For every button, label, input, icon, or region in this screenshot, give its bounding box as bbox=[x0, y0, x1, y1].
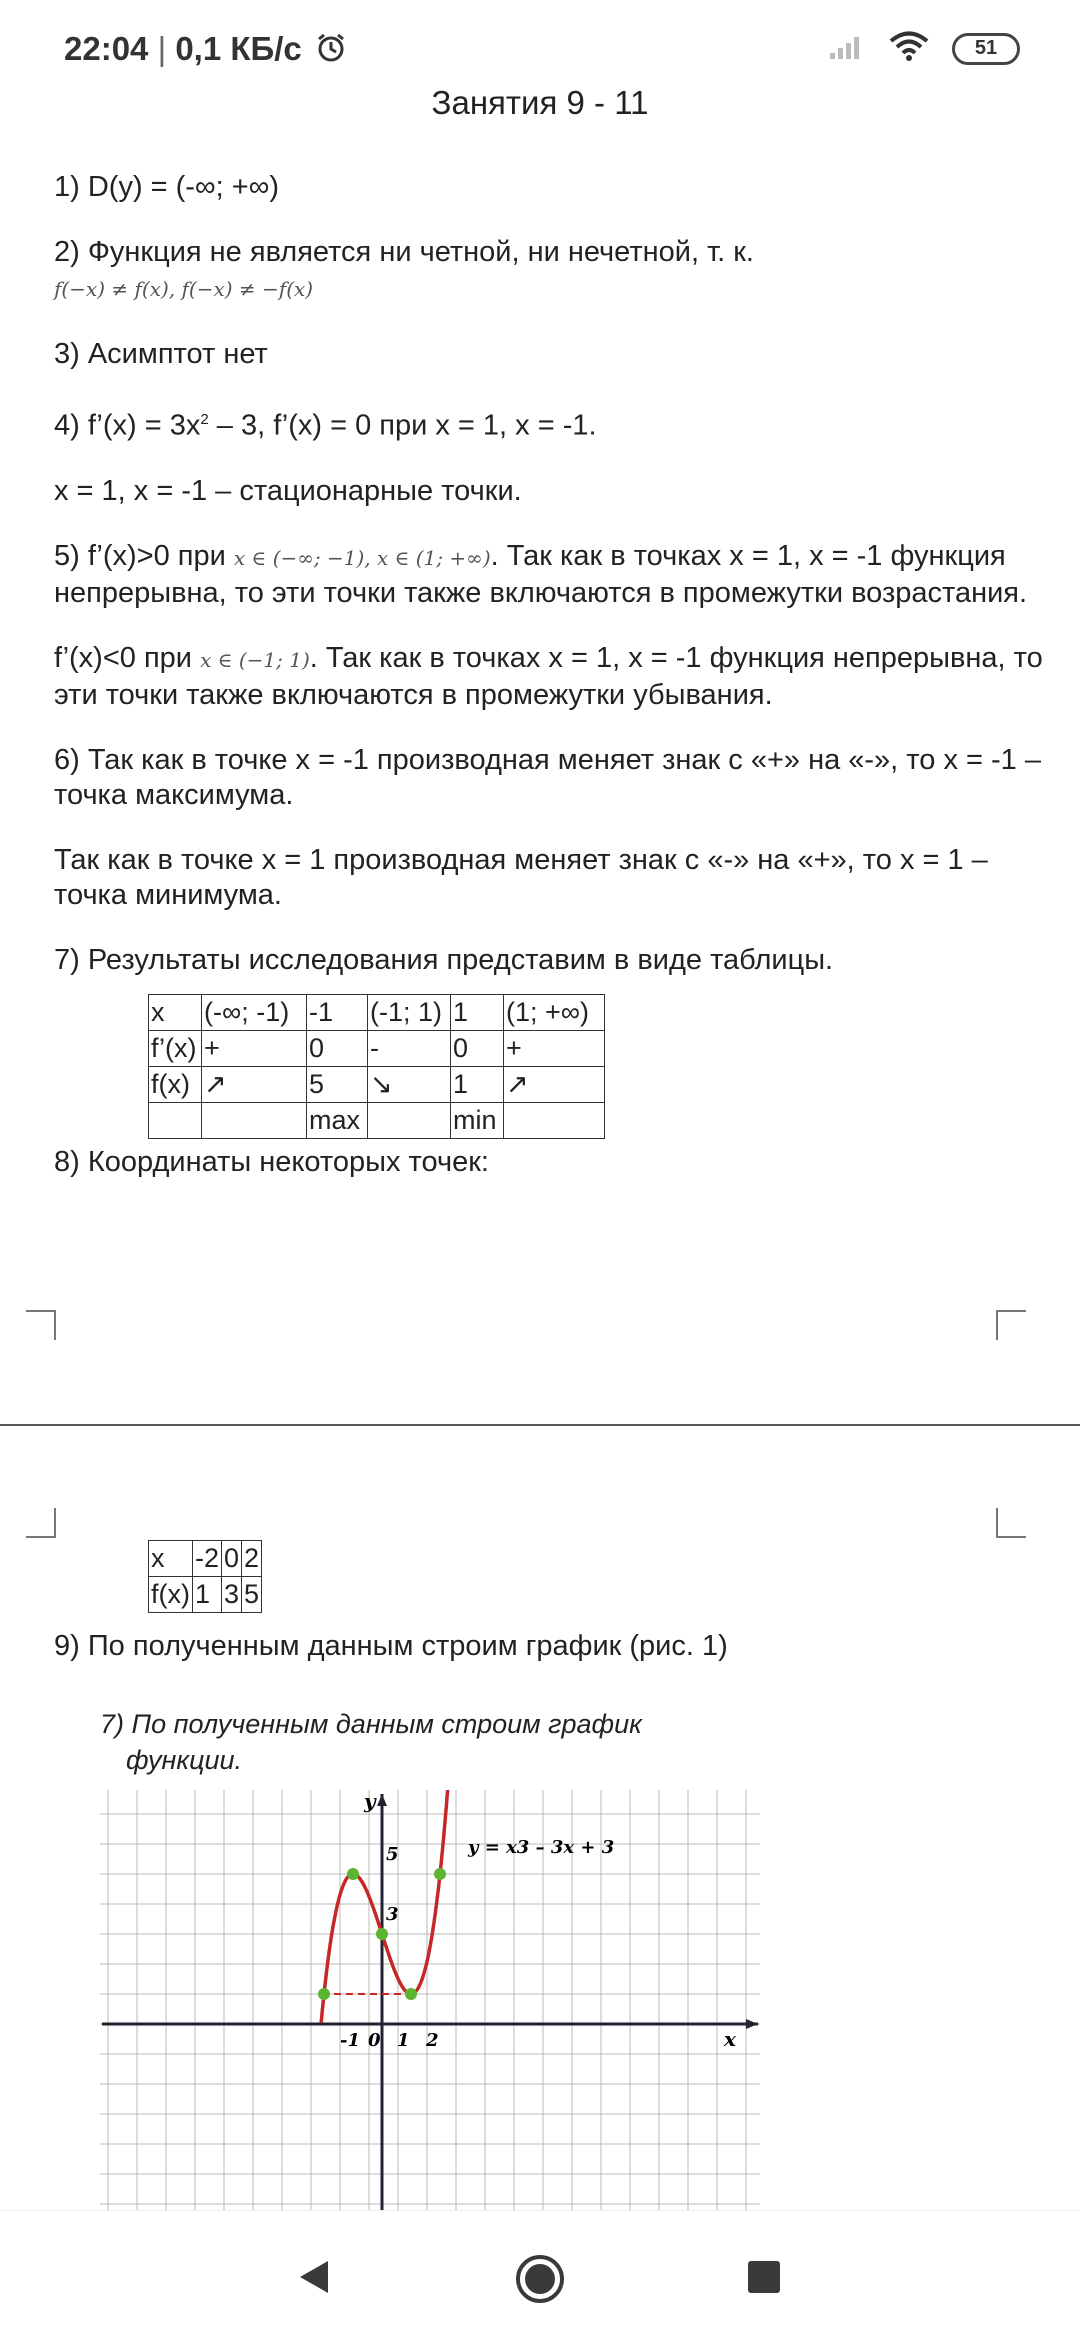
minimum-paragraph: Так как в точке x = 1 производная меняет знак с «-» на «+», то x = 1 – точка минимума. bbox=[54, 843, 988, 911]
table-cell: 0 bbox=[222, 1541, 242, 1577]
graph-point bbox=[405, 1988, 417, 2000]
item-4-derivative bbox=[54, 402, 1044, 444]
figure-caption bbox=[100, 1706, 642, 1778]
status-network-speed: 0,1 КБ/с bbox=[175, 30, 302, 67]
item-6-maximum: 6) Так как в точке x = -1 производная меняет знак с «+» на «-», то x = -1 – точка максимума. bbox=[54, 743, 1041, 811]
table-cell: 0 bbox=[451, 1030, 504, 1066]
document-body bbox=[54, 170, 1044, 1180]
item-2-parity: 2) Функция не является ни четной, ни нечетной, т. к. bbox=[54, 236, 754, 268]
points-table bbox=[148, 1540, 262, 1613]
y-axis-arrow bbox=[377, 1794, 387, 1806]
table-cell: + bbox=[202, 1030, 307, 1066]
page-corner bbox=[26, 1310, 56, 1340]
decreasing-paragraph bbox=[54, 641, 1044, 713]
table-row bbox=[149, 1102, 605, 1138]
increasing-text-a: 5) f’(x)>0 при bbox=[54, 539, 234, 572]
table-cell: 0 bbox=[307, 1030, 368, 1066]
increasing-formula: x ∈ (−∞; −1), x ∈ (1; +∞) bbox=[233, 545, 491, 570]
point-label-5: 5 bbox=[386, 1844, 399, 1865]
table-cell: ↘ bbox=[368, 1066, 451, 1102]
figure-caption-line-1: 7) По полученным данным строим график bbox=[100, 1709, 642, 1739]
stationary-points: x = 1, x = -1 – стационарные точки. bbox=[54, 474, 522, 507]
tick-label-2: 2 bbox=[426, 2030, 439, 2051]
table-cell bbox=[149, 1102, 202, 1138]
table-row bbox=[149, 1066, 605, 1102]
table-cell: 1 bbox=[451, 1066, 504, 1102]
table-row bbox=[149, 1577, 262, 1613]
increasing-text-b: . Так как в точках x = 1, x = -1 функция непрерывна, то эти точки также включаются в промежутки возрастания. bbox=[54, 539, 1028, 609]
battery-level: 51 bbox=[974, 37, 998, 59]
equation-label: y = x3 – 3x + 3 bbox=[468, 1837, 615, 1858]
back-button[interactable] bbox=[296, 2257, 332, 2297]
graph-grid bbox=[100, 1790, 760, 2210]
table-cell: f(x) bbox=[149, 1577, 193, 1613]
wifi-icon bbox=[888, 30, 930, 67]
item-9-graph-intro: 9) По полученным данным строим график (рис. 1) bbox=[54, 1630, 728, 1662]
parity-formula: f(−x) ≠ f(x), f(−x) ≠ −f(x) bbox=[54, 277, 314, 301]
graph-point bbox=[347, 1868, 359, 1880]
table-cell: (1; +∞) bbox=[504, 994, 605, 1030]
navigation-bar bbox=[0, 2210, 1080, 2341]
item-3-asymptotes: 3) Асимптот нет bbox=[54, 338, 268, 370]
tick-label-0: 0 bbox=[368, 2030, 381, 2051]
document-title: Занятия 9 - 11 bbox=[431, 84, 649, 121]
decreasing-formula: x ∈ (−1; 1) bbox=[200, 647, 310, 672]
table-cell: f’(x) bbox=[149, 1030, 202, 1066]
research-table bbox=[148, 994, 605, 1139]
recents-button[interactable] bbox=[746, 2259, 782, 2295]
decreasing-text-b: . Так как в точках x = 1, x = -1 функция непрерывна, то эти точки также включаются в промежутки убывания. bbox=[54, 641, 1043, 711]
x-axis-arrow bbox=[746, 2019, 758, 2029]
page-corner bbox=[996, 1310, 1026, 1340]
status-separator: | bbox=[157, 30, 176, 67]
table-cell: 1 bbox=[451, 994, 504, 1030]
table-cell: f(x) bbox=[149, 1066, 202, 1102]
table-cell: min bbox=[451, 1102, 504, 1138]
table-row bbox=[149, 1541, 262, 1577]
table-cell: + bbox=[504, 1030, 605, 1066]
table-row bbox=[149, 994, 605, 1030]
home-button[interactable] bbox=[514, 2253, 566, 2305]
point-label-3: 3 bbox=[386, 1904, 399, 1925]
status-time: 22:04 bbox=[64, 30, 149, 67]
item-1-domain: 1) D(y) = (-∞; +∞) bbox=[54, 171, 280, 203]
table-cell: -2 bbox=[192, 1541, 221, 1577]
derivative-text-a: 4) f’(x) = 3x bbox=[54, 409, 201, 442]
decreasing-text-a: f’(x)<0 при bbox=[54, 641, 201, 674]
item-5-increasing bbox=[54, 539, 1044, 611]
table-cell: 1 bbox=[192, 1577, 221, 1613]
page-corner bbox=[996, 1508, 1026, 1538]
alarm-icon bbox=[315, 31, 347, 71]
table-cell: 5 bbox=[242, 1577, 262, 1613]
derivative-text-b: – 3, f’(x) = 0 при x = 1, x = -1. bbox=[208, 409, 597, 442]
table-cell: -1 bbox=[307, 994, 368, 1030]
table-cell: (-1; 1) bbox=[368, 994, 451, 1030]
table-cell: 5 bbox=[307, 1066, 368, 1102]
graph-point bbox=[376, 1928, 388, 1940]
table-cell: x bbox=[149, 994, 202, 1030]
table-cell bbox=[504, 1102, 605, 1138]
status-time-row bbox=[64, 30, 347, 71]
table-cell: ↗ bbox=[202, 1066, 307, 1102]
table-cell bbox=[202, 1102, 307, 1138]
derivative-exponent: 2 bbox=[200, 411, 209, 428]
battery-icon bbox=[952, 33, 1020, 65]
table-cell: (-∞; -1) bbox=[202, 994, 307, 1030]
signal-icon bbox=[828, 31, 866, 66]
item-8-points-intro: 8) Координаты некоторых точек: bbox=[54, 1145, 489, 1178]
x-axis-label: x bbox=[724, 2027, 736, 2051]
graph-point bbox=[318, 1988, 330, 2000]
tick-label-neg1: -1 bbox=[340, 2030, 360, 2051]
table-cell: max bbox=[307, 1102, 368, 1138]
page-corner bbox=[26, 1508, 56, 1538]
page-break bbox=[0, 1424, 1080, 1426]
figure-caption-line-2: функции. bbox=[126, 1745, 243, 1775]
table-cell bbox=[368, 1102, 451, 1138]
graph-point bbox=[434, 1868, 446, 1880]
table-cell: ↗ bbox=[504, 1066, 605, 1102]
y-axis-label: y bbox=[364, 1790, 376, 1813]
function-graph bbox=[100, 1790, 760, 2215]
table-cell: 2 bbox=[242, 1541, 262, 1577]
table-row bbox=[149, 1030, 605, 1066]
tick-label-1: 1 bbox=[397, 2030, 410, 2051]
table-cell: - bbox=[368, 1030, 451, 1066]
item-7-table-intro: 7) Результаты исследования представим в виде таблицы. bbox=[54, 943, 834, 976]
table-cell: x bbox=[149, 1541, 193, 1577]
table-cell: 3 bbox=[222, 1577, 242, 1613]
status-icons bbox=[828, 30, 1020, 67]
